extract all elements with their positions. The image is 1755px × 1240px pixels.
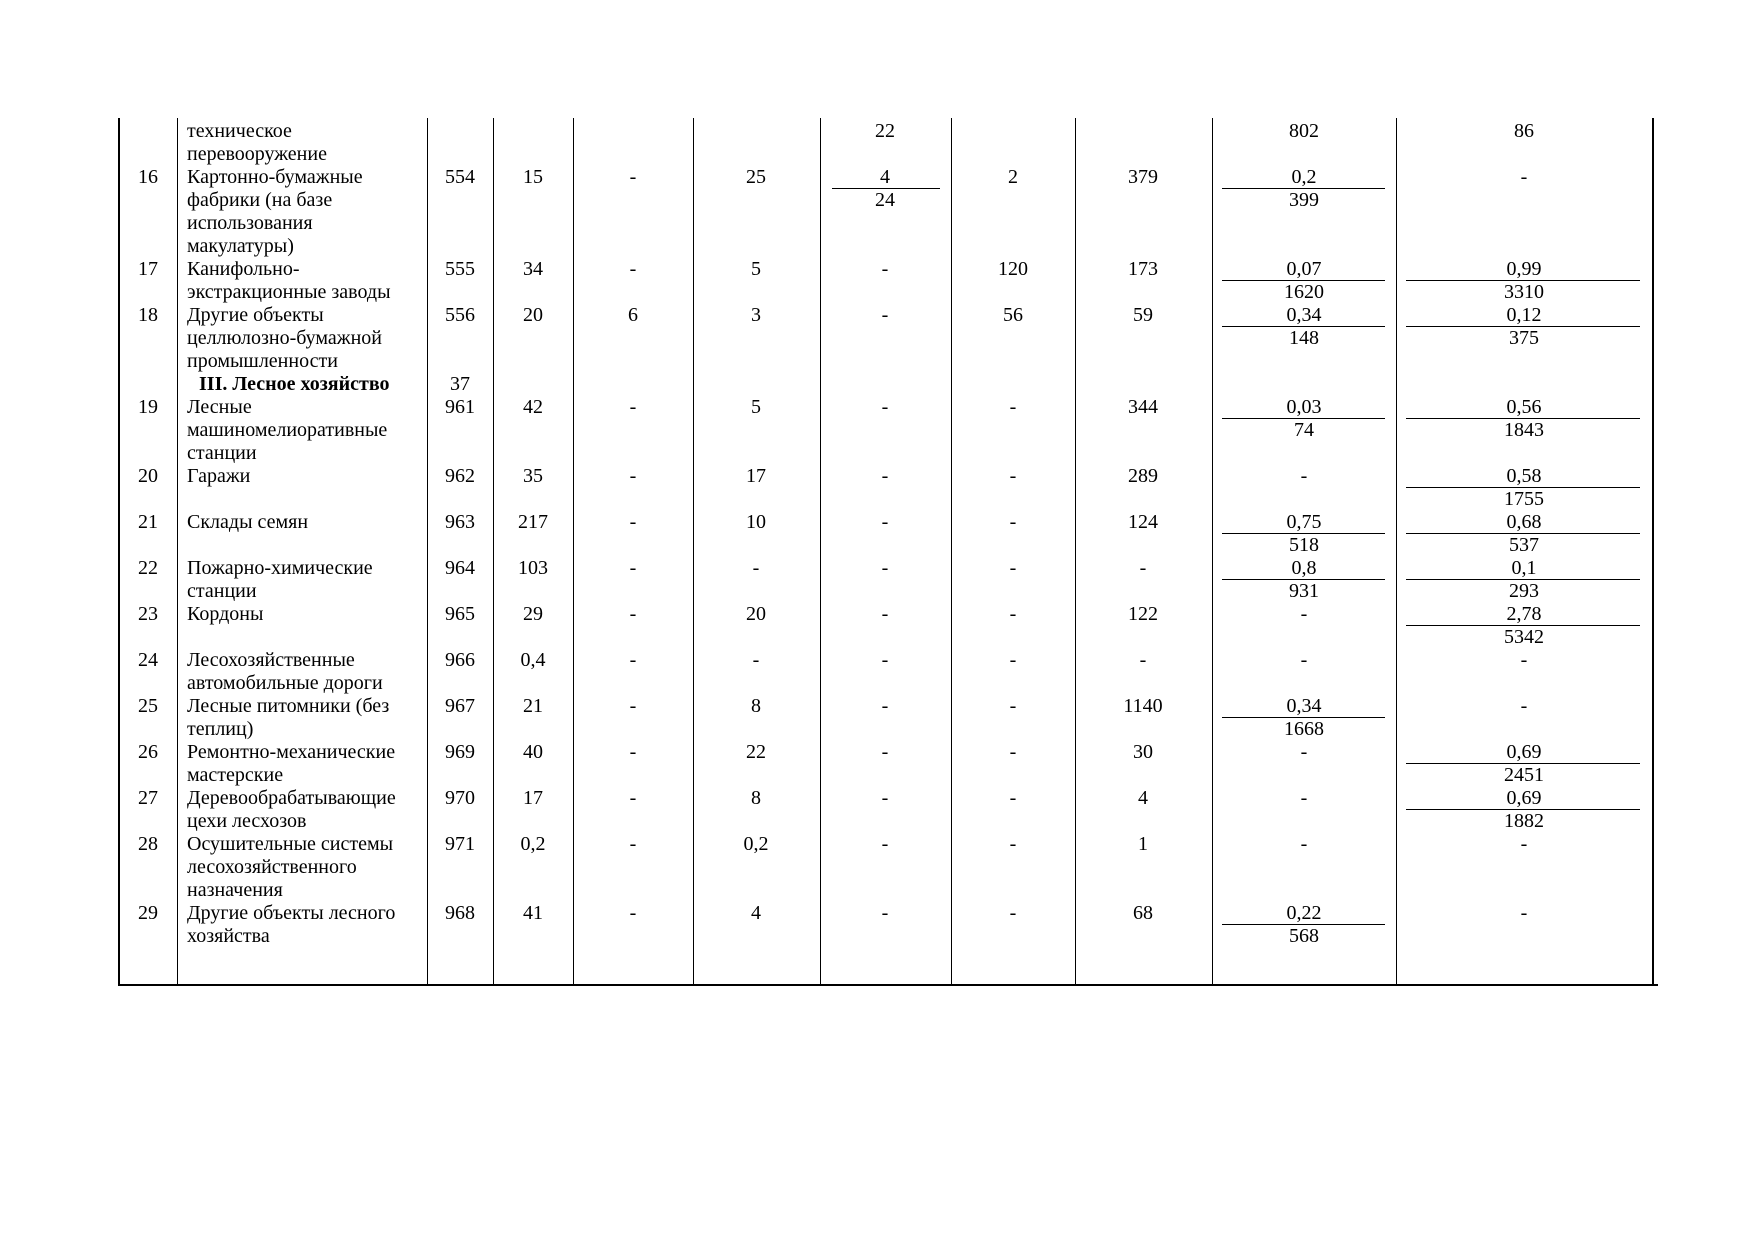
table-cell: - <box>1009 557 1017 579</box>
object-name-line: машиномелиоративные <box>187 419 388 441</box>
table-cell: 40 <box>523 741 543 763</box>
object-name-line: Канифольно- <box>187 258 300 280</box>
object-code: 961 <box>445 396 475 418</box>
fraction-denominator: 5342 <box>1504 626 1544 648</box>
fraction-numerator: - <box>881 695 889 717</box>
row-number: 29 <box>138 902 158 924</box>
row-number: 19 <box>138 396 158 418</box>
fraction-denominator: 1882 <box>1504 810 1544 832</box>
continuation-cell: 86 <box>1514 120 1534 142</box>
table-cell: 56 <box>1003 304 1023 326</box>
table-cell: - <box>629 787 637 809</box>
fraction-numerator: - <box>881 741 889 763</box>
object-name-line: Картонно-бумажные <box>187 166 363 188</box>
fraction-numerator: - <box>1300 603 1308 625</box>
fraction-numerator: - <box>881 465 889 487</box>
object-name-line: экстракционные заводы <box>187 281 391 303</box>
fraction-numerator: 0,1 <box>1511 557 1537 579</box>
fraction-numerator: 4 <box>880 166 890 188</box>
table-cell: 0,2 <box>520 833 546 855</box>
object-name-line: цехи лесхозов <box>187 810 307 832</box>
table-cell: - <box>629 649 637 671</box>
table-cell: 21 <box>523 695 543 717</box>
table-cell: 10 <box>746 511 766 533</box>
object-code: 964 <box>445 557 475 579</box>
object-name-line: Лесохозяйственные <box>187 649 355 671</box>
row-number: 20 <box>138 465 158 487</box>
table-cell: 379 <box>1128 166 1158 188</box>
fraction-numerator: - <box>881 511 889 533</box>
table-cell: 35 <box>523 465 543 487</box>
table-cell: 34 <box>523 258 543 280</box>
object-code: 968 <box>445 902 475 924</box>
object-name-line: автомобильные дороги <box>187 672 383 694</box>
row-number: 18 <box>138 304 158 326</box>
table-cell: - <box>629 465 637 487</box>
table-cell: - <box>1009 741 1017 763</box>
table-cell: - <box>1009 695 1017 717</box>
table-cell: - <box>629 396 637 418</box>
table-cell: 8 <box>751 787 761 809</box>
object-name-line: Другие объекты <box>187 304 324 326</box>
fraction-denominator: 399 <box>1289 189 1319 211</box>
fraction-numerator: - <box>881 902 889 924</box>
object-name-line: назначения <box>187 879 283 901</box>
object-name-line: лесохозяйственного <box>187 856 357 878</box>
fraction-denominator: 375 <box>1509 327 1539 349</box>
fraction-numerator: 0,07 <box>1286 258 1322 280</box>
table-cell: 124 <box>1128 511 1158 533</box>
row-number: 27 <box>138 787 158 809</box>
object-name-line: Гаражи <box>187 465 251 487</box>
table-cell: 3 <box>751 304 761 326</box>
object-name-line: станции <box>187 580 257 602</box>
object-code: 967 <box>445 695 475 717</box>
table-cell: 8 <box>751 695 761 717</box>
table-cell: - <box>629 258 637 280</box>
table-cell: 25 <box>746 166 766 188</box>
table-cell: 6 <box>628 304 638 326</box>
fraction-numerator: - <box>881 787 889 809</box>
fraction-denominator: 1843 <box>1504 419 1544 441</box>
fraction-denominator: 537 <box>1509 534 1539 556</box>
table-cell: 4 <box>1138 787 1148 809</box>
fraction-numerator: - <box>881 833 889 855</box>
fraction-numerator: - <box>1300 741 1308 763</box>
table-cell: 122 <box>1128 603 1158 625</box>
fraction-denominator: 1620 <box>1284 281 1324 303</box>
fraction-numerator: - <box>1300 787 1308 809</box>
table-column-border <box>820 118 821 986</box>
fraction-numerator: - <box>881 396 889 418</box>
table-cell: - <box>1009 396 1017 418</box>
row-number: 16 <box>138 166 158 188</box>
table-cell: 15 <box>523 166 543 188</box>
fraction-numerator: 0,12 <box>1506 304 1542 326</box>
object-name-line: промышленности <box>187 350 338 372</box>
fraction-numerator: 0,34 <box>1286 304 1322 326</box>
table-cell: - <box>629 603 637 625</box>
table-cell: - <box>1009 902 1017 924</box>
section-heading: III. Лесное хозяйство <box>199 373 390 395</box>
object-name-line: мастерские <box>187 764 284 786</box>
table-cell: 4 <box>751 902 761 924</box>
table-cell: 29 <box>523 603 543 625</box>
object-name-line: станции <box>187 442 257 464</box>
fraction-numerator: - <box>881 258 889 280</box>
object-code: 970 <box>445 787 475 809</box>
table-cell: - <box>1009 465 1017 487</box>
table-column-border <box>1075 118 1076 986</box>
table-cell: 217 <box>518 511 548 533</box>
table-cell: 68 <box>1133 902 1153 924</box>
table-cell: 5 <box>751 396 761 418</box>
object-name-line: теплиц) <box>187 718 254 740</box>
row-number: 17 <box>138 258 158 280</box>
object-code: 965 <box>445 603 475 625</box>
row-number: 24 <box>138 649 158 671</box>
fraction-numerator: 0,58 <box>1506 465 1542 487</box>
object-code: 555 <box>445 258 475 280</box>
object-name-line: Пожарно-химические <box>187 557 373 579</box>
object-code: 556 <box>445 304 475 326</box>
fraction-numerator: - <box>881 603 889 625</box>
row-number: 26 <box>138 741 158 763</box>
continuation-name-line: техническое <box>187 120 292 142</box>
table-cell: - <box>629 166 637 188</box>
table-cell: 42 <box>523 396 543 418</box>
table-cell: 30 <box>1133 741 1153 763</box>
fraction-denominator: 1755 <box>1504 488 1544 510</box>
object-name-line: Лесные <box>187 396 252 418</box>
fraction-denominator: 3310 <box>1504 281 1544 303</box>
table-cell: 103 <box>518 557 548 579</box>
table-cell: - <box>629 557 637 579</box>
section-code: 37 <box>450 373 470 395</box>
fraction-numerator: 0,68 <box>1506 511 1542 533</box>
fraction-denominator: 931 <box>1289 580 1319 602</box>
fraction-numerator: - <box>881 304 889 326</box>
object-name-line: хозяйства <box>187 925 270 947</box>
table-column-border <box>951 118 952 986</box>
object-code: 971 <box>445 833 475 855</box>
row-number: 23 <box>138 603 158 625</box>
table-cell: 2 <box>1008 166 1018 188</box>
object-code: 963 <box>445 511 475 533</box>
row-number: 22 <box>138 557 158 579</box>
table-cell: 5 <box>751 258 761 280</box>
continuation-cell: 802 <box>1289 120 1319 142</box>
fraction-numerator: - <box>1300 465 1308 487</box>
object-name-line: макулатуры) <box>187 235 294 257</box>
fraction-numerator: 0,69 <box>1506 741 1542 763</box>
table-cell: 22 <box>746 741 766 763</box>
table-column-border <box>693 118 694 986</box>
table-cell: 20 <box>523 304 543 326</box>
table-cell: - <box>752 649 760 671</box>
table-cell: 59 <box>1133 304 1153 326</box>
table-cell: 17 <box>523 787 543 809</box>
fraction-numerator: 0,03 <box>1286 396 1322 418</box>
table-cell: 41 <box>523 902 543 924</box>
object-name-line: Склады семян <box>187 511 309 533</box>
object-name-line: Осушительные системы <box>187 833 394 855</box>
table-cell: - <box>1009 787 1017 809</box>
object-code: 969 <box>445 741 475 763</box>
object-name-line: Кордоны <box>187 603 264 625</box>
fraction-numerator: 0,22 <box>1286 902 1322 924</box>
table-cell: - <box>629 741 637 763</box>
object-name-line: Лесные питомники (без <box>187 695 390 717</box>
table-cell: 1140 <box>1123 695 1163 717</box>
fraction-denominator: 148 <box>1289 327 1319 349</box>
fraction-numerator: 0,99 <box>1506 258 1542 280</box>
table-column-border <box>1396 118 1397 986</box>
fraction-denominator: 74 <box>1294 419 1314 441</box>
object-name-line: использования <box>187 212 313 234</box>
fraction-denominator: 568 <box>1289 925 1319 947</box>
fraction-numerator: - <box>1520 649 1528 671</box>
row-number: 28 <box>138 833 158 855</box>
table-cell: - <box>629 833 637 855</box>
fraction-numerator: 0,75 <box>1286 511 1322 533</box>
fraction-numerator: 2,78 <box>1506 603 1542 625</box>
table-cell: - <box>629 902 637 924</box>
fraction-numerator: 0,2 <box>1291 166 1317 188</box>
table-cell: 20 <box>746 603 766 625</box>
table-cell: - <box>629 695 637 717</box>
continuation-cell: 22 <box>875 120 895 142</box>
fraction-numerator: 0,69 <box>1506 787 1542 809</box>
table-bottom-border <box>118 984 1658 986</box>
fraction-numerator: - <box>881 649 889 671</box>
fraction-denominator: 24 <box>875 189 895 211</box>
table-column-border <box>1652 118 1654 986</box>
object-code: 962 <box>445 465 475 487</box>
table-cell: 120 <box>998 258 1028 280</box>
table-cell: 0,4 <box>520 649 546 671</box>
fraction-numerator: - <box>1520 166 1528 188</box>
table-cell: 17 <box>746 465 766 487</box>
fraction-denominator: 518 <box>1289 534 1319 556</box>
object-code: 554 <box>445 166 475 188</box>
fraction-numerator: - <box>1300 833 1308 855</box>
table-cell: - <box>1009 833 1017 855</box>
table-cell: 289 <box>1128 465 1158 487</box>
fraction-numerator: - <box>881 557 889 579</box>
fraction-numerator: - <box>1520 902 1528 924</box>
object-code: 966 <box>445 649 475 671</box>
table-cell: 0,2 <box>743 833 769 855</box>
fraction-numerator: - <box>1520 695 1528 717</box>
table-cell: - <box>1009 603 1017 625</box>
table-cell: 173 <box>1128 258 1158 280</box>
table-column-border <box>1212 118 1213 986</box>
table-cell: - <box>752 557 760 579</box>
row-number: 21 <box>138 511 158 533</box>
table-cell: - <box>629 511 637 533</box>
fraction-numerator: 0,56 <box>1506 396 1542 418</box>
object-name-line: целлюлозно-бумажной <box>187 327 382 349</box>
object-name-line: Другие объекты лесного <box>187 902 396 924</box>
table-cell: 344 <box>1128 396 1158 418</box>
object-name-line: Ремонтно-механические <box>187 741 396 763</box>
row-number: 25 <box>138 695 158 717</box>
fraction-numerator: 0,8 <box>1291 557 1317 579</box>
object-name-line: фабрики (на базе <box>187 189 333 211</box>
fraction-numerator: 0,34 <box>1286 695 1322 717</box>
table-cell: - <box>1139 649 1147 671</box>
fraction-denominator: 2451 <box>1504 764 1544 786</box>
fraction-denominator: 1668 <box>1284 718 1324 740</box>
object-name-line: Деревообрабатывающие <box>187 787 396 809</box>
table-cell: - <box>1139 557 1147 579</box>
table-cell: - <box>1009 511 1017 533</box>
fraction-numerator: - <box>1300 649 1308 671</box>
table-cell: 1 <box>1138 833 1148 855</box>
continuation-name-line: перевооружение <box>187 143 327 165</box>
fraction-numerator: - <box>1520 833 1528 855</box>
fraction-denominator: 293 <box>1509 580 1539 602</box>
table-cell: - <box>1009 649 1017 671</box>
